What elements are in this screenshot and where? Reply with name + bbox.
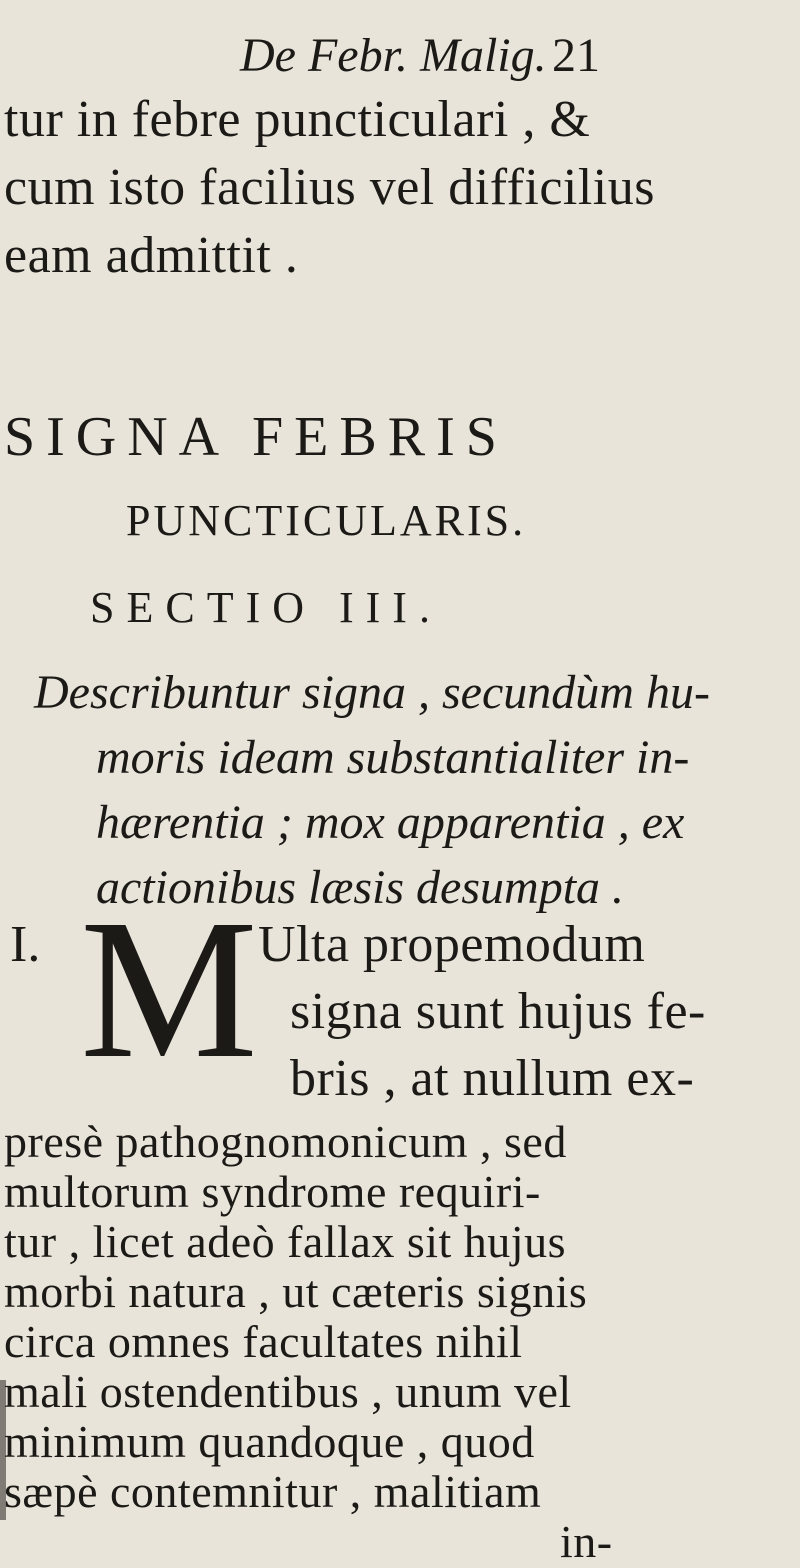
drop-cap: M [80,879,258,1100]
catchword: in- [560,1516,613,1567]
text-line: mali ostendentibus , unum vel [4,1366,572,1417]
section-heading-sectio: SECTIO III. [90,583,442,632]
text-line: presè pathognomonicum , sed [4,1116,567,1167]
summary-line: moris ideam substantialiter in- [96,731,690,784]
text-line: cum isto facilius vel difficilius [4,159,655,216]
section-heading-main: SIGNA FEBRIS [4,406,508,468]
header-title: De Febr. Malig. [240,29,547,82]
section-heading-sub: PUNCTICULARIS. [126,496,527,545]
text-line: tur in febre puncticulari , & [4,91,591,148]
running-header [240,28,600,83]
text-line: bris , at nullum ex- [290,1050,695,1107]
text-line: sæpè contemnitur , malitiam [4,1466,542,1517]
summary-line: actionibus læsis desumpta . [96,861,625,914]
text-line: tur , licet adeò fallax sit hujus [4,1216,566,1267]
text-line: circa omnes facultates nihil [4,1316,523,1367]
text-line: signa sunt hujus fe- [290,983,706,1040]
text-line: minimum quandoque , quod [4,1416,535,1467]
text-line: morbi natura , ut cæteris signis [4,1266,588,1317]
page-number: 21 [552,29,600,82]
paragraph-number: I. [10,916,41,973]
text-line: eam admittit . [4,227,299,284]
text-line: Ulta propemodum [258,916,646,973]
text-line: multorum syndrome requiri- [4,1166,541,1217]
summary-line: hærentia ; mox apparentia , ex [96,796,685,849]
summary-line: Describuntur signa , secundùm hu- [34,666,710,719]
